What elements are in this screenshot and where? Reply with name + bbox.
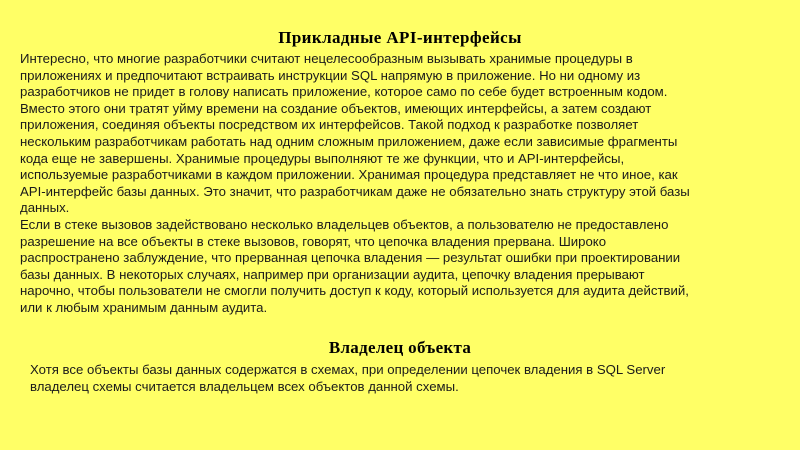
main-paragraph: Интересно, что многие разработчики считают нецелесообразным вызывать хранимые процедуры в приложениях и предпочитают встраивать инструкции SQL напрямую в приложение. Но ни одному из разработчиков не придет в голову написать приложение, которое само по себе будет встроенным кодом. Вместо этого они тратят уйму времени на создание объектов, имеющих интерфейсы, а затем создают приложения, соединяя объекты посредством их интерфейсов. Такой подход к разработке позволяет нескольким разработчикам работать над одним сложным приложением, даже если зависимые фрагменты кода еще не завершены. Хранимые процедуры выполняют те же функции, что и API-интерфейсы, используемые разработчиками в каждом приложении. Хранимая процедура представляет не что иное, как API-интерфейс базы данных. Это значит, что разработчикам даже не обязательно знать структуру этой базы данных. Если в стеке вызовов задействовано несколько владельцев объектов, а пользователю не предоставлено разрешение на все объекты в стеке вызовов, говорят, что цепочка владения прервана. Широко распространено заблуждение, что прерванная цепочка владения — результат ошибки при проектировании базы данных. В некоторых случаях, например при организации аудита, цепочку владения прерывают нарочно, чтобы пользователи не смогли получить доступ к коду, который используется для аудита действий, или к любым хранимым данным аудита. [20,51,690,315]
section-heading: Владелец объекта [328,338,472,357]
section-paragraph: Хотя все объекты базы данных содержатся в схемах, при определении цепочек владения в SQL Server владелец схемы считается владельцем всех объектов данной схемы. [30,362,666,394]
slide-title: Прикладные API-интерфейсы [278,28,522,47]
